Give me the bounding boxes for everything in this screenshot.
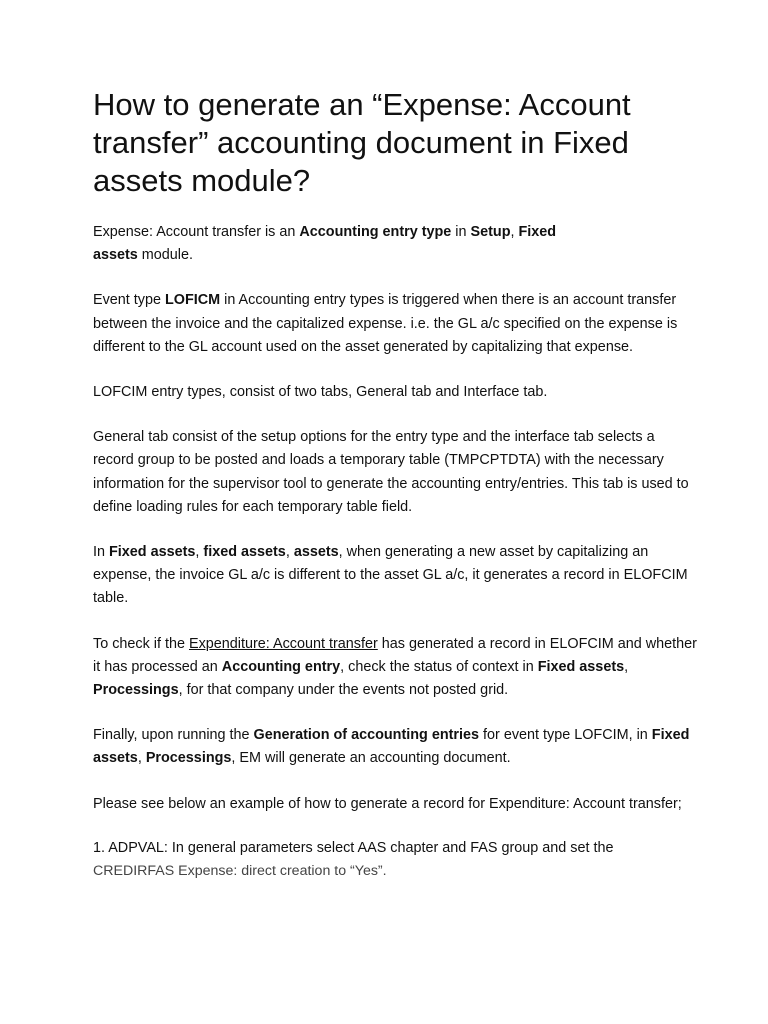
text: In — [93, 544, 109, 561]
text: Event type — [93, 292, 165, 309]
paragraph-intro — [93, 221, 583, 267]
text: , — [624, 658, 629, 675]
bold-fixed-assets-lower: fixed assets — [203, 544, 286, 561]
bold-loficm: LOFICM — [165, 292, 221, 309]
text: , check the status of context in — [340, 658, 538, 675]
paragraph-entry-types: LOFCIM entry types, consist of two tabs, General tab and Interface tab. — [93, 384, 548, 401]
bold-fixed-assets: Fixed assets — [93, 224, 557, 264]
text: Expense: Account transfer is an — [93, 224, 300, 240]
text: module. — [137, 247, 194, 264]
bold-generation-of-accounting-entries: Generation of accounting entries — [253, 727, 480, 744]
paragraph-general-tab: General tab consist of the setup options for the entry type and the interface tab selects a record group to be posted and loads a temporary table (TMPCPTDTA) with the necessary information for the supervisor tool to generate the accounting entry/entries. This tab is used to define loading rules for each temporary table field. — [93, 429, 689, 515]
text: , — [195, 544, 204, 561]
paragraph-step-1 — [93, 837, 698, 883]
text: in — [451, 224, 471, 240]
text: in Accounting entry types is triggered when there is an account transfer between the invoice and the capitalized expense. i.e. the GL a/c specified on the expense is different to the GL account used on the asset generated by capitalizing that expense. — [93, 292, 678, 355]
bold-processings: Processings — [145, 750, 232, 767]
text: for event type LOFCIM, in — [479, 727, 652, 744]
paragraph-fixed-assets — [93, 541, 698, 611]
paragraph-check-status — [93, 633, 698, 703]
bold-setup: Setup — [470, 224, 511, 240]
text-credirfas: CREDIRFAS Expense: direct creation to “Yes”. — [93, 862, 387, 879]
text: To check if the — [93, 635, 189, 652]
text: , EM will generate an accounting document. — [231, 750, 511, 767]
page-title: How to generate an “Expense: Account transfer” accounting document in Fixed assets module? — [93, 87, 631, 198]
bold-fixed-assets: Fixed assets — [109, 544, 196, 561]
text: , — [137, 750, 146, 767]
text: , — [285, 544, 294, 561]
text: , for that company under the events not posted grid. — [178, 682, 509, 699]
bold-accounting-entry: Accounting entry — [221, 658, 341, 675]
text: 1. ADPVAL: In general parameters select AAS chapter and FAS group and set the — [93, 839, 614, 856]
text: has generated a record in ELOFCIM and whether it has processed an — [93, 635, 697, 675]
text: , when generating a new asset by capitalizing an expense, the invoice GL a/c is different to the asset GL a/c, it generates a record in ELOFCIM table. — [93, 544, 688, 607]
bold-fixed-assets: Fixed assets — [93, 727, 690, 767]
bold-accounting-entry-type: Accounting entry type — [299, 224, 452, 240]
text: , — [510, 224, 519, 240]
bold-fixed-assets: Fixed assets — [537, 658, 625, 675]
paragraph-event-type — [93, 289, 698, 359]
bold-processings: Processings — [93, 682, 179, 699]
paragraph-generation — [93, 724, 698, 770]
paragraph-example-intro: Please see below an example of how to generate a record for Expenditure: Account transfer; — [93, 795, 682, 812]
bold-assets: assets — [293, 544, 339, 561]
text: Finally, upon running the — [93, 727, 254, 744]
link-expenditure-account-transfer[interactable]: Expenditure: Account transfer — [188, 635, 378, 652]
